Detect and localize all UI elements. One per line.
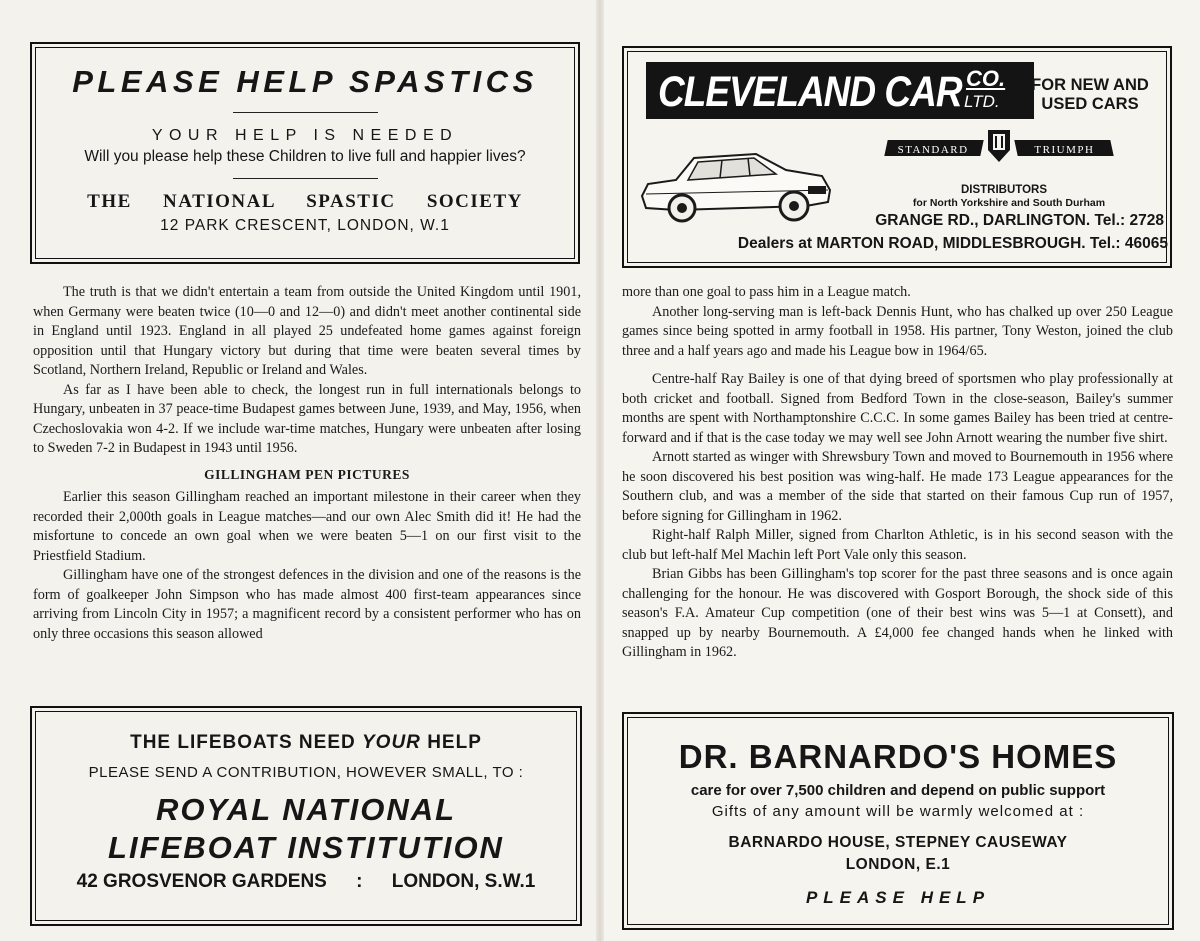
barnardo-ad [622, 712, 1174, 930]
cleveland-tagline: FOR NEW AND USED CARS [1031, 76, 1149, 113]
article-paragraph: Earlier this season Gillingham reached an important milestone in their career when they recorded their 2,000th goals in League matches—and our own Alec Smith did it! He had the misfortune to concede an own goal when we were beaten 5—1 on our first visit to the Priestfield Stadium. [33, 489, 581, 564]
page-gutter [596, 0, 604, 941]
barnardo-headline: DR. BARNARDO'S HOMES [678, 738, 1118, 775]
crest-icon [986, 128, 1012, 164]
lifeboat-headline-b: YOUR [362, 732, 421, 753]
lifeboat-address-right: LONDON, S.W.1 [391, 871, 536, 892]
article-paragraph: Brian Gibbs has been Gillingham's top scorer for the past three seasons and is once again challenging for the honour. He was discovered with Gosport Borough, the shock side of this season's F.A. Amateur Cup competition (one of their best wins was 5—1 at Consett), and snapped up by nearby Bournemouth. A £4,000 fee changed hands when he linked with Gillingham in 1962. [622, 566, 1173, 660]
spastics-headline: PLEASE HELP SPASTICS [72, 64, 538, 99]
lifeboat-name-1: ROYAL NATIONAL [155, 792, 457, 827]
logo-text: CLEVELAND CAR [658, 68, 962, 116]
spastics-subhead: YOUR HELP IS NEEDED [151, 127, 459, 144]
logo-co: CO. [966, 66, 1006, 91]
distributor-region: for North Yorkshire and South Durham [912, 197, 1106, 209]
divider [233, 112, 378, 113]
lifeboat-address-sep: : [356, 871, 363, 892]
article-paragraph: As far as I have been able to check, the longest run in full internationals belongs to Hungary, unbeaten in 37 peace-time Budapest games between June, 1939, and May, 1956, when Czechoslovakia won 4-2. If we include war-time matches, Hungary were unbeaten after losing to Sweden 7-2 in Budapest in 1943 until 1956. [33, 381, 581, 456]
article-paragraph: more than one goal to pass him in a League match. [622, 284, 911, 300]
article-paragraph: Gillingham have one of the strongest defences in the division and one of the reasons is the form of goalkeeper John Simpson who has made almost 400 first-team appearances since arriving from Lincoln City in 1957; a magnificent record by a consistent performer who has on only three occasions this season allowed [33, 567, 581, 642]
barnardo-line-2: Gifts of any amount will be warmly welcomed at : [711, 803, 1085, 820]
barnardo-address-1: BARNARDO HOUSE, STEPNEY CAUSEWAY [728, 834, 1068, 851]
barnardo-plea: PLEASE HELP [805, 888, 991, 907]
car-illustration [636, 134, 836, 234]
cleveland-car-ad [622, 46, 1172, 268]
article-paragraph: The truth is that we didn't entertain a team from outside the United Kingdom until 1901, when Germany were beaten twice (10—0 and 12—0) and didn't meet another continental side in England until 1923. England in all played 25 undefeated home games against foreign opposition until that Hungary victory but during that time were beaten several times by Scotland, Northern Ireland, Republic or Ireland and Wales. [33, 284, 581, 378]
badge-banner-right [1014, 140, 1113, 156]
barnardo-line-1: care for over 7,500 children and depend on public support [690, 782, 1106, 799]
lifeboat-headline-c: HELP [427, 732, 482, 753]
article-paragraph: Arnott started as winger with Shrewsbury Town and moved to Bournemouth in 1956 where he soon discovered his best position was wing-half. He made 173 League appearances for the Southern club, and was a member of the side that started on their famous Cup run of 1957, before signing for Gillingham in 1962. [622, 449, 1173, 524]
distributors-label: DISTRIBUTORS [960, 184, 1048, 196]
lifeboat-headline-a: THE LIFEBOATS NEED [130, 732, 356, 753]
divider [233, 178, 378, 179]
grange-address: GRANGE RD., DARLINGTON. Tel.: 2728 [875, 212, 1164, 229]
lifeboat-ad [30, 706, 582, 926]
lifeboat-address-left: 42 GROSVENOR GARDENS [76, 871, 327, 892]
brand-triumph: TRIUMPH [1034, 144, 1095, 156]
spastics-question: Will you please help these Children to live full and happier lives? [84, 148, 526, 165]
section-heading: GILLINGHAM PEN PICTURES [204, 466, 410, 482]
brand-standard: STANDARD [898, 144, 970, 156]
lifeboat-name-2: LIFEBOAT INSTITUTION [108, 830, 504, 865]
left-article [33, 283, 581, 644]
lifeboat-headline [32, 732, 580, 754]
article-paragraph: Another long-serving man is left-back Dennis Hunt, who has chalked up over 250 League games since being spotted in army football in 1958. His partner, Tony Weston, joined the club three and a half years ago and made his League bow in 1964/65. [622, 303, 1173, 359]
cleveland-logo [646, 62, 1034, 119]
article-paragraph: Centre-half Ray Bailey is one of that dying breed of sportsmen who play professionally at both cricket and football. Signed from Bedford Town in the close-season, Bailey's summer months are spent with Northamptonshire C.C.C. In some games Bailey has been tried at centre-forward and if that is the case today we may well see John Arnott wearing the number five shirt. [622, 371, 1173, 446]
right-article [622, 283, 1173, 663]
barnardo-address-2: LONDON, E.1 [845, 856, 951, 873]
logo-ltd: LTD. [964, 92, 1000, 111]
spastics-ad [30, 42, 580, 264]
society-name: THE NATIONAL SPASTIC SOCIETY [87, 191, 523, 212]
society-address: 12 PARK CRESCENT, LONDON, W.1 [160, 217, 450, 234]
standard-triumph-badge [886, 128, 1116, 164]
article-paragraph: Right-half Ralph Miller, signed from Charlton Athletic, is in his second season with the club but left-half Mel Machin left Port Vale only this season. [622, 527, 1173, 563]
lifeboat-request: PLEASE SEND A CONTRIBUTION, HOWEVER SMALL, TO : [88, 764, 524, 781]
marton-address: Dealers at MARTON ROAD, MIDDLESBROUGH. Tel.: 46065 [737, 235, 1168, 252]
badge-banner-left [884, 140, 983, 156]
lifeboat-address [32, 871, 580, 893]
